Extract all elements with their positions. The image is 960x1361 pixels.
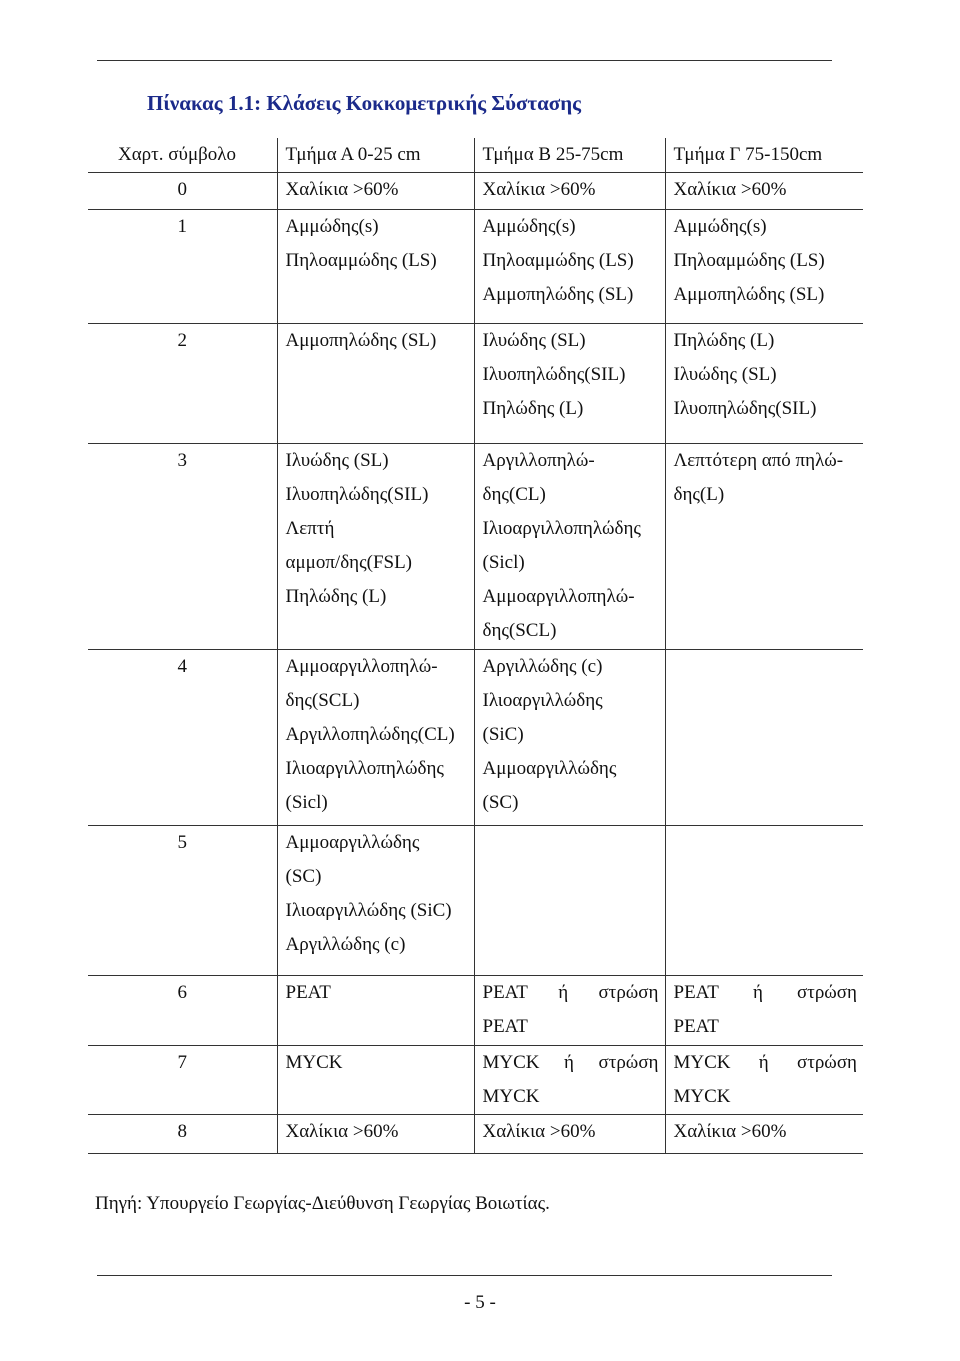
cell-line: (Sicl) [285, 792, 328, 813]
cell-line: Ιλυώδης (SL) [285, 450, 389, 471]
header-section-c: Τμήμα Γ 75-150cm [665, 138, 863, 173]
cell-section-c [665, 976, 863, 1046]
cell-section-a [277, 826, 474, 976]
table-header-row [88, 138, 863, 173]
cell-word: ή [564, 1052, 574, 1073]
cell-line: Πηλοαμμώδης (LS) [673, 250, 825, 271]
cell-section-b [474, 210, 665, 324]
cell-symbol: 2 [88, 324, 277, 444]
cell-section-b [474, 324, 665, 444]
cell-section-a [277, 444, 474, 650]
header-section-a: Τμήμα Α 0-25 cm [277, 138, 474, 173]
cell-word: MYCK [482, 1052, 540, 1073]
table-row [88, 976, 863, 1046]
cell-section-c [665, 1115, 863, 1154]
cell-section-b [474, 1046, 665, 1115]
cell-line: Αμμοπηλώδης (SL) [482, 284, 634, 305]
cell-section-c [665, 210, 863, 324]
header-section-b: Τμήμα Β 25-75cm [474, 138, 665, 173]
table-row [88, 444, 863, 650]
cell-word: PEAT [482, 982, 528, 1003]
cell-line: Ιλιοαργιλλοπηλώδης [285, 758, 444, 779]
cell-line: δης(SCL) [285, 690, 360, 711]
cell-word: στρώση [796, 1052, 857, 1073]
table-row [88, 324, 863, 444]
cell-line [483, 1046, 665, 1080]
cell-line: Αμμοαργιλλοπηλώ- [482, 586, 635, 607]
cell-symbol: 4 [88, 650, 277, 826]
cell-word: MYCK [673, 1052, 731, 1073]
cell-word: ή [758, 1052, 769, 1073]
cell-line: δης(L) [673, 484, 725, 505]
table-caption: Πίνακας 1.1: Κλάσεις Κοκκομετρικής Σύστασης [147, 91, 582, 115]
cell-word: PEAT [673, 982, 719, 1003]
cell-line: Ιλιοαργιλλοπηλώδης [482, 518, 641, 539]
cell-word: στρώση [598, 982, 659, 1003]
cell-word: στρώση [598, 1052, 659, 1073]
cell-line: Αμμώδης(s) [285, 216, 379, 237]
cell-line: Χαλίκια >60% [285, 179, 399, 200]
cell-symbol: 7 [88, 1046, 277, 1115]
cell-line: Αμμώδης(s) [673, 216, 767, 237]
cell-section-b [474, 173, 665, 210]
cell-section-a [277, 976, 474, 1046]
top-rule [97, 60, 832, 61]
cell-line: MYCK [482, 1086, 540, 1107]
cell-word: ή [558, 982, 569, 1003]
cell-line: Χαλίκια >60% [285, 1121, 399, 1142]
cell-line: Λεπτότερη από πηλώ- [673, 450, 844, 471]
cell-line: MYCK [673, 1086, 731, 1107]
cell-section-a [277, 210, 474, 324]
cell-line: Ιλυοπηλώδης(SIL) [285, 484, 429, 505]
cell-section-a [277, 324, 474, 444]
cell-section-c [665, 826, 863, 976]
cell-section-c [665, 324, 863, 444]
cell-line: Ιλυώδης (SL) [482, 330, 586, 351]
cell-symbol: 3 [88, 444, 277, 650]
cell-symbol: 1 [88, 210, 277, 324]
cell-line: αμμοπ/δης(FSL) [285, 552, 413, 573]
table-row [88, 173, 863, 210]
cell-line: Αργιλλοπηλώ- [482, 450, 595, 471]
cell-line: Λεπτή [285, 518, 335, 539]
cell-line: Χαλίκια >60% [673, 179, 787, 200]
cell-section-b [474, 976, 665, 1046]
cell-line: δης(CL) [482, 484, 546, 505]
table-row [88, 210, 863, 324]
cell-section-a [277, 650, 474, 826]
cell-line: Αμμοπηλώδης (SL) [285, 330, 437, 351]
cell-symbol: 6 [88, 976, 277, 1046]
cell-line: Αμμοαργιλλώδης [285, 832, 420, 853]
source-note: Πηγή: Υπουργείο Γεωργίας-Διεύθυνση Γεωργίας Βοιωτίας. [95, 1193, 550, 1214]
table-row [88, 650, 863, 826]
cell-line: (SC) [482, 792, 519, 813]
cell-line [674, 976, 864, 1010]
cell-section-b [474, 1115, 665, 1154]
bottom-rule [97, 1275, 832, 1276]
cell-symbol: 8 [88, 1115, 277, 1154]
cell-line: Πηλοαμμώδης (LS) [285, 250, 437, 271]
cell-line: Ιλυοπηλώδης(SIL) [482, 364, 626, 385]
page-number: - 5 - [464, 1292, 496, 1313]
cell-line [674, 1046, 864, 1080]
cell-section-c [665, 1046, 863, 1115]
cell-line: Ιλιοαργιλλώδης [482, 690, 603, 711]
table-row [88, 1046, 863, 1115]
cell-line: Ιλυώδης (SL) [673, 364, 777, 385]
cell-line: Χαλίκια >60% [482, 1121, 596, 1142]
cell-section-c [665, 173, 863, 210]
cell-line: (SiC) [482, 724, 524, 745]
cell-line: Αμμοπηλώδης (SL) [673, 284, 825, 305]
cell-line: PEAT [482, 1016, 528, 1037]
cell-line: Πηλώδης (L) [482, 398, 584, 419]
cell-section-a [277, 173, 474, 210]
cell-line: MYCK [285, 1052, 343, 1073]
cell-section-a [277, 1046, 474, 1115]
cell-line: Πηλοαμμώδης (LS) [482, 250, 634, 271]
cell-line [483, 976, 665, 1010]
header-symbol: Χαρτ. σύμβολο [118, 144, 237, 165]
cell-line: Χαλίκια >60% [482, 179, 596, 200]
cell-word: στρώση [796, 982, 857, 1003]
soil-texture-table [88, 138, 863, 1154]
cell-line: Αμμοαργιλλοπηλώ- [285, 656, 438, 677]
cell-line: δης(SCL) [482, 620, 557, 641]
cell-section-a [277, 1115, 474, 1154]
table-row [88, 1115, 863, 1154]
cell-line: PEAT [673, 1016, 719, 1037]
cell-line: Πηλώδης (L) [285, 586, 387, 607]
cell-line: Αργιλλώδης (c) [285, 934, 406, 955]
cell-line: Ιλυοπηλώδης(SIL) [673, 398, 817, 419]
cell-section-c [665, 444, 863, 650]
cell-line: (SC) [285, 866, 322, 887]
cell-symbol: 0 [88, 173, 277, 210]
cell-line: Αμμοαργιλλώδης [482, 758, 617, 779]
cell-line: Πηλώδης (L) [673, 330, 775, 351]
cell-section-b [474, 826, 665, 976]
cell-line: (Sicl) [482, 552, 525, 573]
cell-line: Αργιλλώδης (c) [482, 656, 603, 677]
cell-line: Αργιλλοπηλώδης(CL) [285, 724, 455, 745]
cell-section-c [665, 650, 863, 826]
cell-line: Ιλιοαργιλλώδης (SiC) [285, 900, 452, 921]
cell-line: Χαλίκια >60% [673, 1121, 787, 1142]
cell-line: Αμμώδης(s) [482, 216, 576, 237]
cell-section-b [474, 444, 665, 650]
cell-section-b [474, 650, 665, 826]
cell-symbol: 5 [88, 826, 277, 976]
table-row [88, 826, 863, 976]
cell-word: ή [752, 982, 763, 1003]
cell-line: PEAT [285, 982, 331, 1003]
